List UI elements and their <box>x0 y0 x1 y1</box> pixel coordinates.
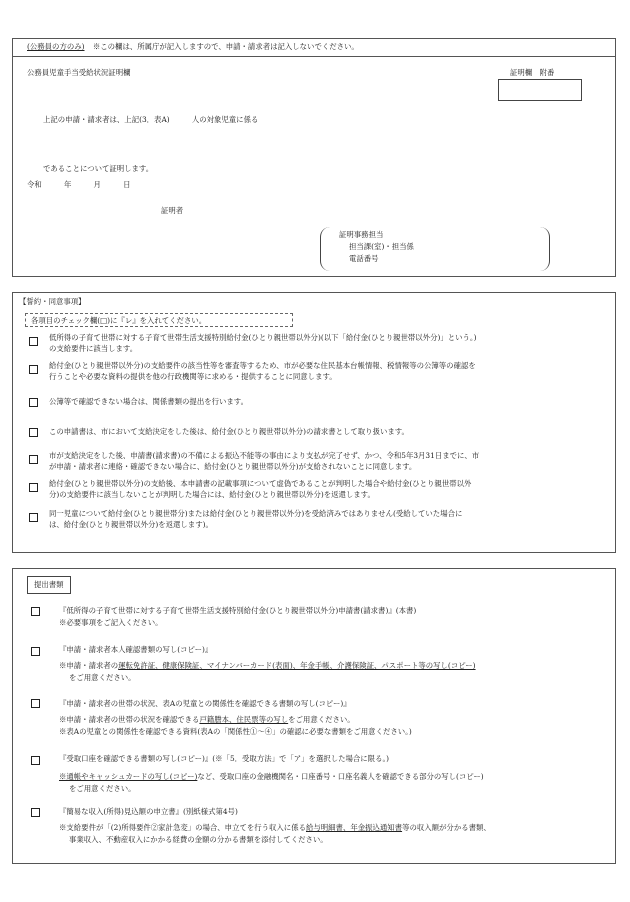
documents-title-box <box>27 576 71 594</box>
doc-household-title: 『申請・請求者の世帯の状況、表Aの児童との関係性を確認できる書類の写し(コピー)』 <box>59 699 351 708</box>
pledge-checkbox-1[interactable] <box>29 337 38 346</box>
pledge-item-5-line-2: が申請・請求者に連絡・確認できない場合に、給付金(ひとり親世帯以外分)が支給されないことに同意します。 <box>49 462 417 471</box>
pledge-instruction: 各項目のチェック欄(□)に『レ』を入れてください。 <box>31 316 207 325</box>
doc-bank-account-note: ※通帳やキャッシュカードの写し(コピー)など、受取口座の金融機関名・口座番号・口座名義人を確認できる部分の写し(コピー) <box>59 772 484 781</box>
civil-servant-only-label: (公務員の方のみ) <box>27 42 85 51</box>
doc-income-statement-note: ※支給要件が「(2)所得要件②家計急変」の場合、申立てを行う収入に係る給与明細書、年金振込通知書等の収入額が分かる書類、 <box>59 823 491 832</box>
doc-bank-account-title: 『受取口座を確認できる書類の写し(コピー)』(※「5．受取方法」で「ア」を選択した場合に限る。) <box>59 754 390 763</box>
doc-identity-checkbox[interactable] <box>31 647 40 656</box>
pledge-checkbox-5[interactable] <box>29 455 38 464</box>
doc-income-statement-checkbox[interactable] <box>31 808 40 817</box>
doc-application-note: ※必要事項をご記入ください。 <box>59 618 163 627</box>
doc-identity-note-end: をご用意ください。 <box>69 673 136 682</box>
doc-household-checkbox[interactable] <box>31 699 40 708</box>
certification-header <box>13 39 615 57</box>
doc-household-note-1: ※申請・請求者の世帯の状況を確認できる戸籍謄本、住民票等の写しをご用意ください。 <box>59 715 355 724</box>
pledge-item-7-line-2: は、給付金(ひとり親世帯以外分)を返還します)。 <box>49 520 213 529</box>
certification-section <box>12 38 616 277</box>
documents-title: 提出書類 <box>34 580 64 589</box>
pledge-title: 【誓約・同意事項】 <box>19 297 86 306</box>
pledge-item-6-line-2: 分)の支給要件に該当しないことが判明した場合には、給付金(ひとり親世帯以外分)を返還します。 <box>49 490 375 499</box>
pledge-checkbox-4[interactable] <box>29 428 38 437</box>
pledge-item-4-line-1: この申請書は、市において支給決定をした後は、給付金(ひとり親世帯以外分)の請求書として取り扱います。 <box>49 427 409 436</box>
doc-application-title: 『低所得の子育て世帯に対する子育て世帯生活支援特別給付金(ひとり親世帯以外分)申請書(請求書)』(本書) <box>59 606 417 615</box>
certification-title: 公務員児童手当受給状況証明欄 <box>27 68 131 77</box>
doc-identity-note: ※申請・請求者の運転免許証、健康保険証、マイナンバーカード(表面)、年金手帳、介護保険証、パスポート等の写し(コピー) <box>59 661 476 670</box>
pledge-item-7-line-1: 同一児童について給付金(ひとり親世帯分)または給付金(ひとり親世帯以外分)を受給済みではありません(受給していた場合に <box>49 509 463 518</box>
pledge-checkbox-2[interactable] <box>29 365 38 374</box>
pledge-item-3-line-1: 公簿等で確認できない場合は、関係書類の提出を行います。 <box>49 397 248 406</box>
pledge-item-2-line-1: 給付金(ひとり親世帯以外分)の支給要件の該当性等を審査等するため、市が必要な住民基本台帳情報、税情報等の公簿等の確認を <box>49 361 476 370</box>
certification-date: 令和 年 月 日 <box>27 180 131 189</box>
certifier-label: 証明者 <box>161 206 184 215</box>
contact-dept: 担当課(室)・担当係 <box>349 242 414 251</box>
doc-application-checkbox[interactable] <box>31 607 40 616</box>
certification-line-1: 上記の申請・請求者は、上記(3．表A) 人の対象児童に係る <box>43 115 259 124</box>
pledge-item-5-line-1: 市が支給決定をした後、申請書(請求書)の不備による振込不能等の事由により支払が完了せず、かつ、令和5年3月31日までに、市 <box>49 451 480 460</box>
documents-section <box>12 568 616 864</box>
doc-income-statement-note-end: 事業収入、不動産収入にかかる経費の金額の分かる書類を添付してください。 <box>69 835 328 844</box>
doc-identity-title: 『申請・請求者本人確認書類の写し(コピー)』 <box>59 645 213 654</box>
certification-line-2: であることについて証明します。 <box>43 164 154 173</box>
pledge-checkbox-7[interactable] <box>29 513 38 522</box>
doc-bank-account-note-end: をご用意ください。 <box>69 784 136 793</box>
doc-household-note-2: ※表Aの児童との関係性を確認できる資料(表Aの「関係性①～④」の確認に必要な書類をご用意ください。) <box>59 727 412 736</box>
doc-income-statement-title: 『簡易な収入(所得)見込額の申立書』(別紙様式第4号) <box>59 807 238 816</box>
pledge-item-6-line-1: 給付金(ひとり親世帯以外分)の支給後、本申請書の記載事項について虚偽であることが判明した場合や給付金(ひとり親世帯以外 <box>49 479 472 488</box>
pledge-checkbox-3[interactable] <box>29 398 38 407</box>
pledge-checkbox-6[interactable] <box>29 483 38 492</box>
pledge-item-2-line-2: 行うことや必要な資料の提供を他の行政機関等に求める・提供することに同意します。 <box>49 372 337 381</box>
certification-header-note: ※この欄は、所属庁が記入しますので、申請・請求者は記入しないでください。 <box>92 42 359 51</box>
pledge-item-1-line-2: の支給要件に該当します。 <box>49 344 138 353</box>
stamp-number-box[interactable] <box>498 79 582 101</box>
doc-bank-account-checkbox[interactable] <box>31 756 40 765</box>
pledge-section <box>12 292 616 553</box>
contact-phone: 電話番号 <box>349 254 379 263</box>
pledge-item-1-line-1: 低所得の子育て世帯に対する子育て世帯生活支援特別給付金(ひとり親世帯以外分)(以下「給付金(ひとり親世帯以外分)」という。) <box>49 333 477 342</box>
contact-title: 証明事務担当 <box>339 230 384 239</box>
stamp-number-label: 証明欄 附番 <box>510 68 555 77</box>
